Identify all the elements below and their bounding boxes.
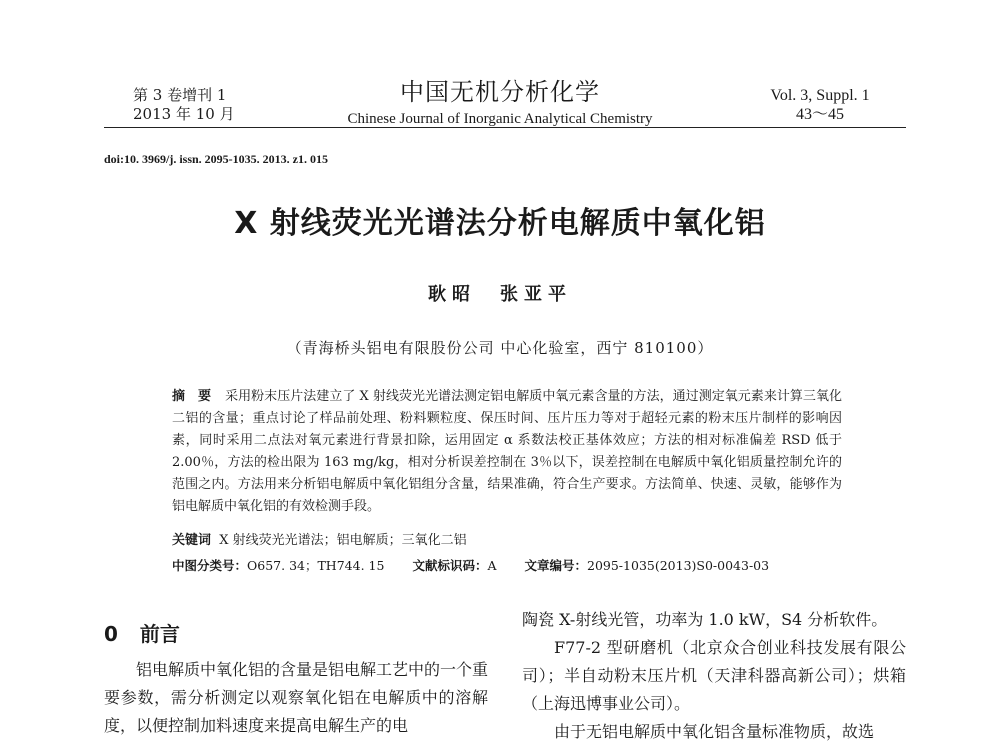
keywords-label: 关键词 bbox=[172, 533, 212, 548]
right-col-line-1: 陶瓷 X-射线光管，功率为 1.0 kW，S4 分析软件。 bbox=[522, 610, 888, 629]
header-pages: 43～45 bbox=[795, 106, 844, 123]
classification-line bbox=[172, 555, 769, 577]
article-number-value: 2095-1035(2013)S0-0043-03 bbox=[587, 558, 770, 573]
header-volume-en: Vol. 3, Suppl. 1 bbox=[770, 87, 870, 104]
affiliation: （青海桥头铝电有限股份公司 中心化验室，西宁 810100） bbox=[286, 339, 714, 357]
right-col-paragraph-2: F77-2 型研磨机（北京众合创业科技发展有限公司）；半自动粉末压片机（天津科器高新公司）；烘箱（上海迅博事业公司）。 bbox=[522, 638, 906, 713]
paper-title: X 射线荧光光谱法分析电解质中氧化铝 bbox=[234, 206, 766, 241]
right-col-paragraph-3: 由于无铝电解质中氧化铝含量标准物质，故选 bbox=[554, 722, 875, 741]
abstract-label: 摘 要 bbox=[172, 389, 212, 404]
article-number-label: 文章编号： bbox=[524, 558, 587, 573]
abstract bbox=[172, 386, 842, 518]
section-heading bbox=[104, 618, 180, 647]
journal-title-cn: 中国无机分析化学 bbox=[400, 78, 600, 106]
doi[interactable]: doi:10. 3969/j. issn. 2095-1035. 2013. z1. 015 bbox=[104, 152, 329, 166]
header-rule bbox=[104, 127, 906, 128]
doc-code-label: 文献标识码： bbox=[412, 558, 488, 573]
doc-code-value: A bbox=[487, 558, 497, 573]
clc-label: 中图分类号： bbox=[172, 558, 248, 573]
journal-title-en: Chinese Journal of Inorganic Analytical Chemistry bbox=[347, 111, 653, 127]
intro-paragraph: 铝电解质中氧化铝的含量是铝电解工艺中的一个重要参数，需分析测定以观察氧化铝在电解质中的溶解度，以便控制加料速度来提高电解生产的电 bbox=[104, 660, 489, 735]
section-number: 0 bbox=[104, 622, 118, 646]
section-title: 前言 bbox=[139, 622, 180, 646]
keywords bbox=[172, 530, 467, 552]
header-date-cn: 2013 年 10 月 bbox=[133, 105, 235, 123]
keywords-text: X 射线荧光光谱法；铝电解质；三氧化二铝 bbox=[219, 533, 467, 548]
abstract-text: 采用粉末压片法建立了 X 射线荧光光谱法测定铝电解质中氧元素含量的方法，通过测定氧元素来计算三氧化二铝的含量；重点讨论了样品前处理、粉料颗粒度、保压时间、压片压力等对于超轻元素的粉末压片制样的影响因素，同时采用二点法对氧元素进行背景扣除，运用固定 α 系数法校正基体效应；方法的相对标准偏差 RSD 低于 2.00％，方法的检出限为 163 mg/kg，相对分析误差控制在 3％以下，误差控制在电解质中氧化铝质量控制允许的范围之内。方法用来分析铝电解质中氧化铝组分含量，结果准确，符合生产要求。方法简单、快速、灵敏，能够作为铝电解质中氧化铝的有效检测手段。 bbox=[172, 389, 842, 514]
right-column bbox=[522, 606, 906, 746]
header-volume-cn: 第 3 卷增刊 1 bbox=[133, 86, 227, 104]
header-volume-en-block bbox=[740, 86, 900, 124]
authors: 耿昭 张亚平 bbox=[428, 284, 572, 305]
left-column bbox=[104, 656, 488, 740]
clc-value: O657. 34；TH744. 15 bbox=[247, 558, 385, 573]
